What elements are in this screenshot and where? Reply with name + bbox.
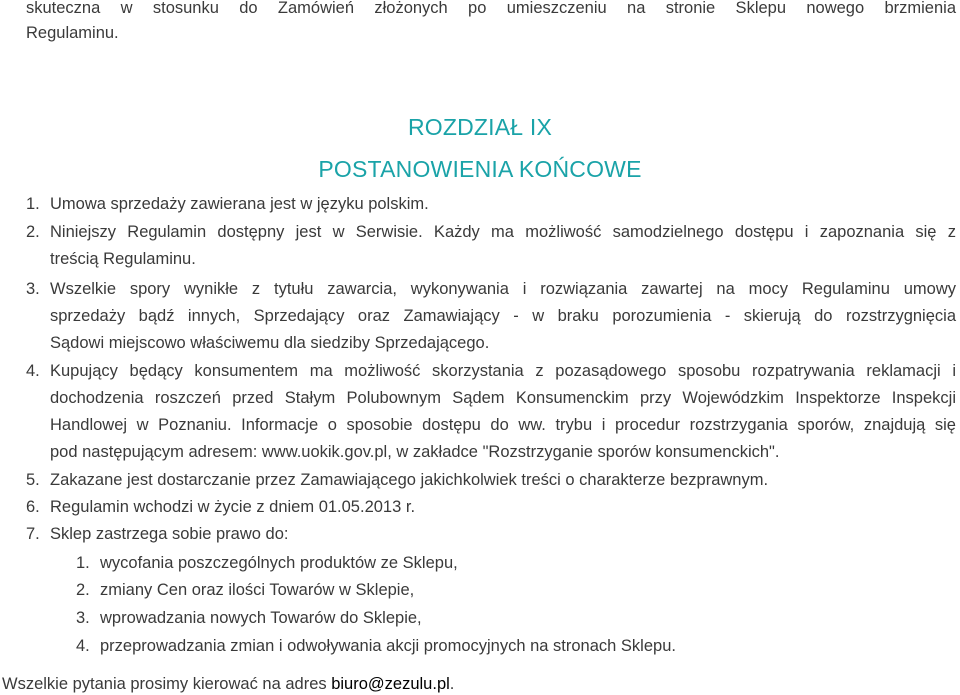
- sub-list-item-1: [76, 553, 458, 573]
- top-paragraph-line-2: Regulaminu.: [26, 24, 119, 42]
- list-item-number: 6.: [26, 498, 40, 516]
- sub-list-item-3: [76, 608, 422, 628]
- chapter-number: ROZDZIAŁ IX: [407, 114, 553, 140]
- list-item-1: [26, 194, 429, 214]
- list-item-number: 2.: [26, 223, 40, 241]
- list-item-text: Kupujący będący konsumentem ma możliwość skorzystania z pozasądowego sposobu rozpatrywania reklamacji i: [50, 362, 956, 380]
- list-item-3-line-2: sprzedaży bądź innych, Sprzedający oraz Zamawiający - w braku porozumienia - skierują do rozstrzygnięcia: [50, 307, 956, 325]
- list-item-number: 1.: [26, 195, 40, 213]
- sub-list-item-text: wycofania poszczególnych produktów ze Sklepu,: [100, 554, 458, 572]
- list-item-2: [26, 222, 956, 242]
- list-item-5: [26, 470, 768, 490]
- list-item-2-line-2: treścią Regulaminu.: [50, 250, 196, 268]
- list-item-4-line-2: dochodzenia roszczeń przed Stałym Polubownym Sądem Konsumenckim przy Wojewódzkim Inspektorze Inspekcji: [50, 389, 956, 407]
- top-paragraph-line-1: skuteczna w stosunku do Zamówień złożonych po umieszczeniu na stronie Sklepu nowego brzmienia: [26, 0, 956, 17]
- list-item-number: 3.: [26, 280, 40, 298]
- sub-list-item-text: wprowadzania nowych Towarów do Sklepie,: [100, 609, 422, 627]
- list-item-text: Wszelkie spory wynikłe z tytułu zawarcia, wykonywania i rozwiązania zawartej na mocy Regulaminu umowy: [50, 280, 956, 298]
- list-item-text: Umowa sprzedaży zawierana jest w języku polskim.: [50, 195, 429, 213]
- contact-text: Wszelkie pytania prosimy kierować na adres: [2, 675, 332, 693]
- list-item-text: Niniejszy Regulamin dostępny jest w Serwisie. Każdy ma możliwość samodzielnego dostępu i zapoznania się z: [50, 223, 956, 241]
- sub-list-item-text: zmiany Cen oraz ilości Towarów w Sklepie,: [100, 581, 415, 599]
- sub-list-item-text: przeprowadzania zmian i odwoływania akcji promocyjnych na stronach Sklepu.: [100, 637, 676, 655]
- chapter-title: POSTANOWIENIA KOŃCOWE: [318, 156, 642, 182]
- list-item-4: [26, 361, 956, 381]
- list-item-6: [26, 497, 415, 517]
- list-item-text: Zakazane jest dostarczanie przez Zamawiającego jakichkolwiek treści o charakterze bezprawnym.: [50, 471, 769, 489]
- contact-email-link[interactable]: biuro@zezulu.pl: [331, 675, 450, 693]
- list-item-text: Sklep zastrzega sobie prawo do:: [50, 525, 289, 543]
- list-item-number: 4.: [26, 362, 40, 380]
- contact-line: [2, 674, 454, 694]
- list-item-number: 5.: [26, 471, 40, 489]
- sub-list-item-number: 1.: [76, 554, 90, 572]
- sub-list-item-number: 2.: [76, 581, 90, 599]
- list-item-7: [26, 524, 288, 544]
- list-item-3-line-3: Sądowi miejscowo właściwemu dla siedziby Sprzedającego.: [50, 334, 490, 352]
- sub-list-item-2: [76, 580, 414, 600]
- list-item-4-line-4: pod następującym adresem: www.uokik.gov.pl, w zakładce "Rozstrzyganie sporów konsumenckich".: [50, 443, 780, 461]
- list-item-text: Regulamin wchodzi w życie z dniem 01.05.2013 r.: [50, 498, 416, 516]
- contact-suffix: .: [449, 675, 455, 693]
- sub-list-item-number: 3.: [76, 609, 90, 627]
- list-item-4-line-3: Handlowej w Poznaniu. Informacje o sposobie dostępu do ww. trybu i procedur rozstrzygania sporów, znajdują się: [50, 416, 956, 434]
- sub-list-item-4: [76, 636, 676, 656]
- list-item-number: 7.: [26, 525, 40, 543]
- list-item-3: [26, 279, 956, 299]
- sub-list-item-number: 4.: [76, 637, 90, 655]
